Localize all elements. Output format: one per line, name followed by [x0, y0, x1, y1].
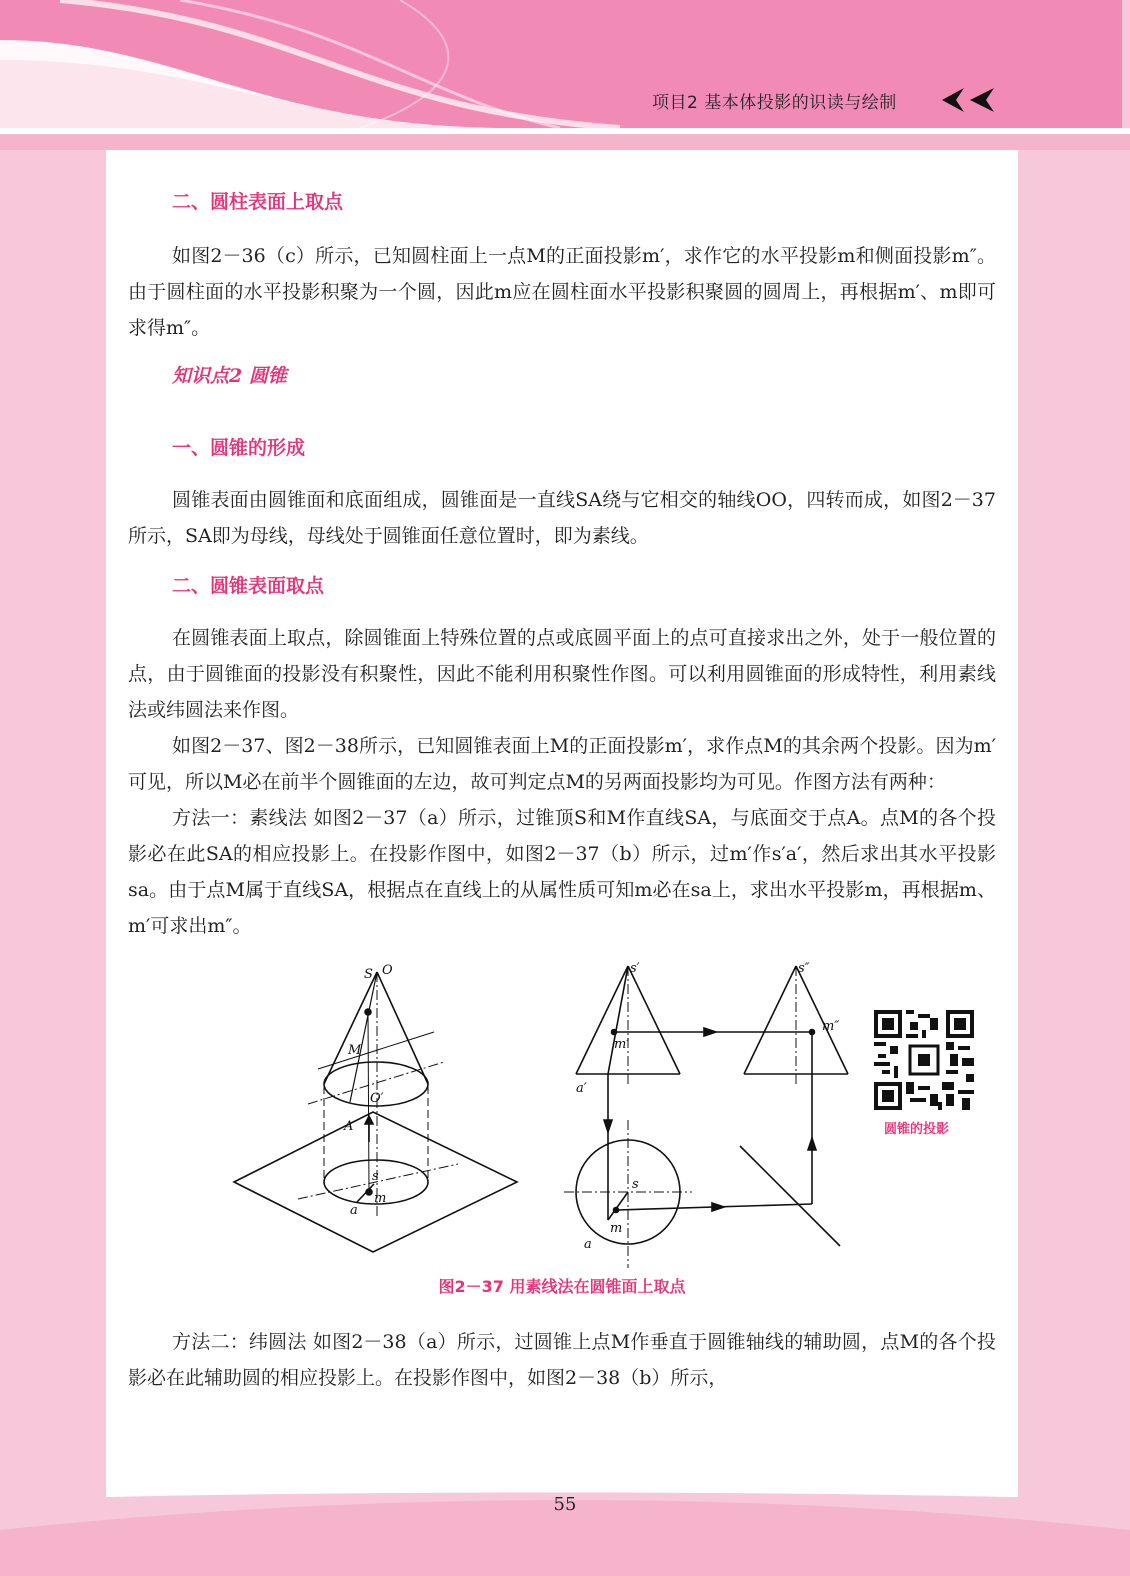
knowledge-point-heading: 知识点2 圆锥: [172, 365, 287, 387]
section-heading-cylinder-points: 二、圆柱表面上取点: [172, 191, 344, 213]
label-a-prime: a′: [576, 1081, 587, 1096]
label-m: m: [374, 1191, 387, 1206]
figure-caption: 图2－37 用素线法在圆锥面上取点: [438, 1277, 686, 1296]
paragraph-cone-points-2: 如图2－37、图2－38所示，已知圆锥表面上M的正面投影m′，求作点M的其余两个投影。因为m′可见，所以M必在前半个圆锥面的左边，故可判定点M的另两面投影均为可见。作图方法有两种：: [128, 735, 996, 793]
cone-line-method-diagram: [128, 944, 996, 1284]
paragraph-cylinder-points: 如图2－36（c）所示，已知圆柱面上一点M的正面投影m′，求作它的水平投影m和侧面投影m″。由于圆柱面的水平投影积聚为一个圆，因此m应在圆柱面水平投影积聚圆的圆周上，再根据m′、m即可求得m″。: [128, 245, 996, 339]
header-banner: [0, 0, 1130, 150]
label-a-top: a: [584, 1237, 592, 1252]
paragraph-method-two: 方法二：纬圆法 如图2－38（a）所示，过圆锥上点M作垂直于圆锥轴线的辅助圆，点M的各个投影必在此辅助圆的相应投影上。在投影作图中，如图2－38（b）所示，: [128, 1331, 996, 1389]
header-title: 项目2 基本体投影的识读与绘制: [652, 93, 897, 113]
label-a: a: [350, 1203, 358, 1218]
label-s: s: [372, 1169, 379, 1184]
qr-code[interactable]: [874, 1010, 974, 1110]
qr-caption: 圆锥的投影: [884, 1122, 950, 1137]
section-heading-cone-points: 二、圆锥表面取点: [172, 575, 325, 597]
label-S: S: [364, 967, 373, 982]
label-s-top: s: [632, 1177, 639, 1192]
paragraph-method-one: 方法一：素线法 如图2－37（a）所示，过锥顶S和M作直线SA，与底面交于点A。点M的各个投影必在此SA的相应投影上。在投影作图中，如图2－37（b）所示，过m′作s′a′，然后求出其水平投影sa。由于点M属于直线SA，根据点在直线上的从属性质可知m必在sa上，求出水平投影m，再根据m、m′可求出m″。: [128, 807, 996, 937]
label-A: A: [344, 1119, 354, 1134]
paragraph-cone-points-1: 在圆锥表面上取点，除圆锥面上特殊位置的点或底圆平面上的点可直接求出之外，处于一般位置的点，由于圆锥面的投影没有积聚性，因此不能利用积聚性作图。可以利用圆锥面的形成特性，利用素线法或纬圆法来作图。: [128, 627, 996, 721]
figure-2-37: [128, 944, 996, 1304]
label-s-prime: s′: [630, 961, 640, 976]
paragraph-cone-formation: 圆锥表面由圆锥面和底面组成，圆锥面是一直线SA绕与它相交的轴线OO，四转而成，如图2－37所示，SA即为母线，母线处于圆锥面任意位置时，即为素线。: [128, 489, 996, 547]
label-M: M: [348, 1043, 362, 1058]
label-O: O: [382, 963, 393, 978]
double-arrow-left-icon: [940, 86, 1000, 114]
page-number: 55: [553, 1494, 577, 1515]
footer-wave: [0, 1470, 1130, 1576]
main-content: [128, 180, 996, 1396]
label-O-prime: O′: [370, 1091, 384, 1106]
label-s-double-prime: s″: [798, 961, 810, 976]
label-m-double-prime: m″: [822, 1019, 840, 1034]
label-m-prime: m′: [614, 1037, 630, 1052]
label-m-top: m: [610, 1221, 623, 1236]
section-heading-cone-formation: 一、圆锥的形成: [172, 437, 306, 459]
